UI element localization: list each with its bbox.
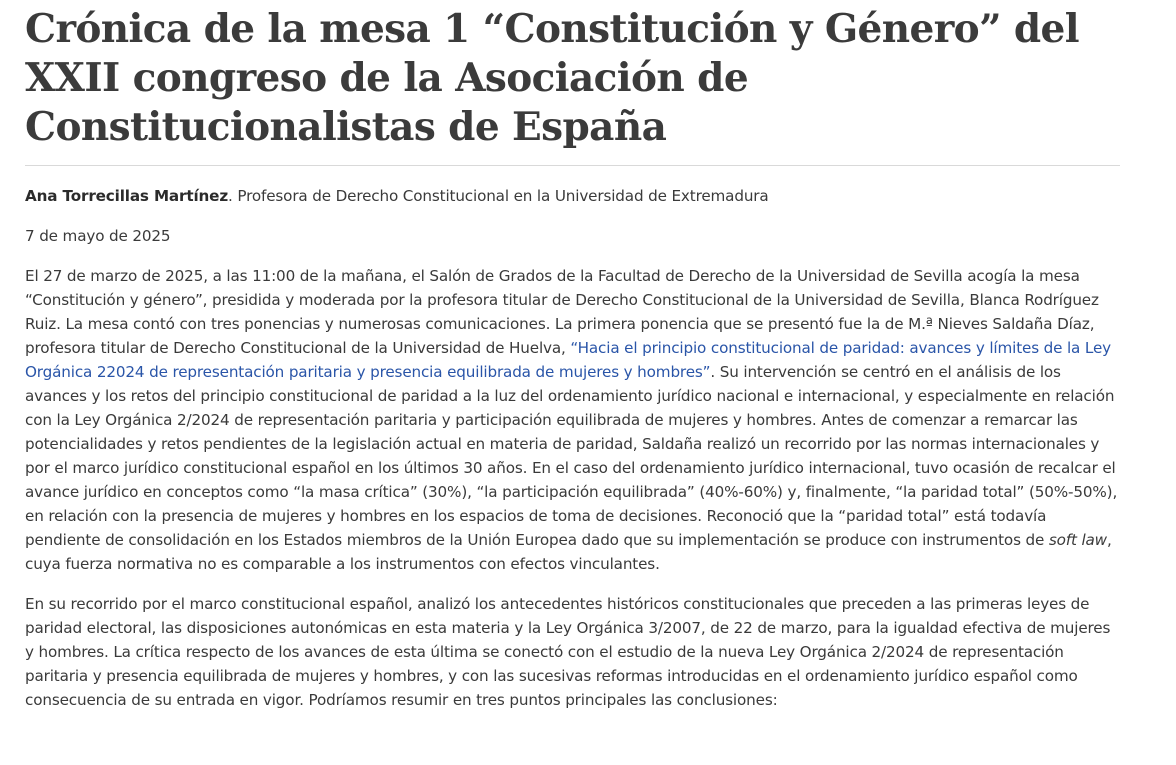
paper-title-link[interactable]: “Hacia el principio constitucional de paridad: avances y límites de la Ley Orgánica 22024 de representación paritaria y presencia equilibrada de mujeres y hombres” (25, 339, 1111, 381)
soft-law-term: soft law (1048, 531, 1107, 549)
title-divider (25, 165, 1120, 166)
author-affiliation: . Profesora de Derecho Constitucional en la Universidad de Extremadura (228, 187, 769, 205)
byline (25, 184, 1120, 208)
paragraph-1-text-b: . Su intervención se centró en el análisis de los avances y los retos del principio constitucional de paridad a la luz del ordenamiento jurídico nacional e internacional, y especialmente en relación con la Ley Orgánica 2/2024 de representación paritaria y participación equilibrada de mujeres y hombres. Antes de comenzar a remarcar las potencialidades y retos pendientes de la legislación actual en materia de paridad, Saldaña realizó un recorrido por las normas internacionales y por el marco jurídico constitucional español en los últimos 30 años. En el caso del ordenamiento jurídico internacional, tuvo ocasión de recalcar el avance jurídico en conceptos como “la masa crítica” (30%), “la participación equilibrada” (40%-60%) y, finalmente, “la paridad total” (50%-50%), en relación con la presencia de mujeres y hombres en los espacios de toma de decisiones. Reconoció que la “paridad total” está todavía pendiente de consolidación en los Estados miembros de la Unión Europea dado que su implementación se produce con instrumentos de (25, 363, 1118, 549)
article (25, 0, 1120, 712)
paragraph-2: En su recorrido por el marco constitucional español, analizó los antecedentes históricos constitucionales que preceden a las primeras leyes de paridad electoral, las disposiciones autonómicas en esta materia y la Ley Orgánica 3/2007, de 22 de marzo, para la igualdad efectiva de mujeres y hombres. La crítica respecto de los avances de esta última se conectó con el estudio de la nueva Ley Orgánica 2/2024 de representación paritaria y presencia equilibrada de mujeres y hombres, y con las sucesivas reformas introducidas en el ordenamiento jurídico español como consecuencia de su entrada en vigor. Podríamos resumir en tres puntos principales las conclusiones: (25, 595, 1111, 709)
author-name: Ana Torrecillas Martínez (25, 187, 229, 205)
publication-date: 7 de mayo de 2025 (25, 227, 171, 245)
paragraph-1-text-a: El 27 de marzo de 2025, a las 11:00 de la mañana, el Salón de Grados de la Facultad de Derecho de la Universidad de Sevilla acogía la mesa “Constitución y género”, presidida y moderada por la profesora titular de Derecho Constitucional de la Universidad de Sevilla, Blanca Rodríguez Ruiz. La mesa contó con tres ponencias y numerosas comunicaciones. La primera ponencia que se presentó fue la de M.ª Nieves Saldaña Díaz, profesora titular de Derecho Constitucional de la Universidad de Huelva, (25, 267, 1099, 357)
paragraph-1-text-c: , cuya fuerza normativa no es comparable a los instrumentos con efectos vinculantes. (25, 531, 1112, 573)
paragraph-1 (25, 264, 1120, 576)
article-title: Crónica de la mesa 1 “Constitución y Género” del XXII congreso de la Asociación de Constitucionalistas de España (25, 6, 1079, 150)
